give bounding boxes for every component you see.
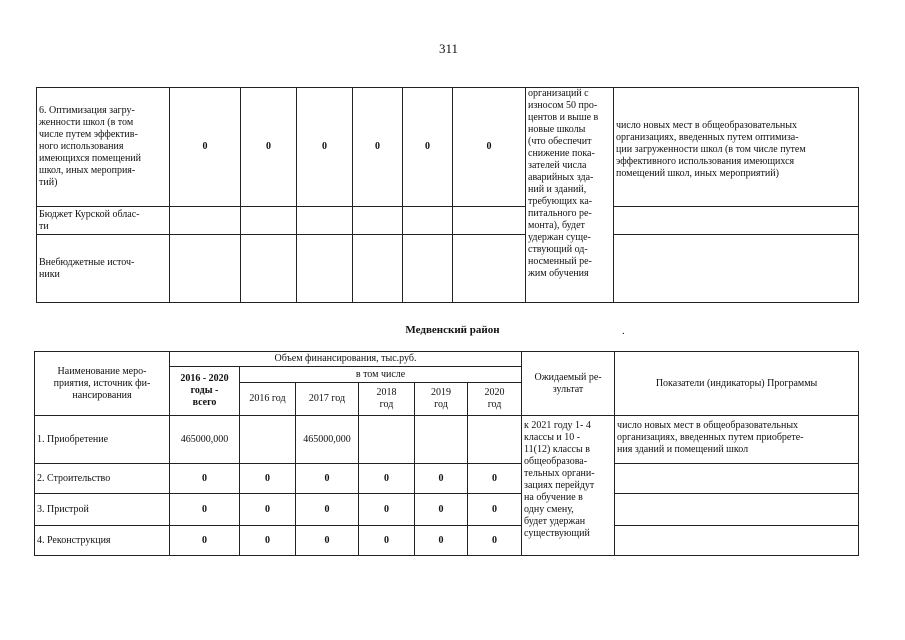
table2-cell: 0 [296,526,359,556]
table2-cell: 0 [415,464,468,494]
table1-cell: 0 [170,88,241,207]
district-title: Медвенский район [405,324,500,336]
header-year: 2017 год [296,383,359,416]
table2-cell: 0 [415,494,468,526]
table1-cell: 0 [453,88,526,207]
table2-cell: 0 [170,526,240,556]
table1-cell [241,235,297,303]
table1-cell: 0 [353,88,403,207]
table2-cell: 465000,000 [296,416,359,464]
table2-cell: 0 [415,526,468,556]
table2-cell [359,416,415,464]
table1-indicator: число новых мест в общеобразовательных организациях, введенных путем оптимиза- ции загруженности школ (в том числе путем эффективного использования имеющихся помещений школ, иных мероприятий) [614,88,859,207]
table2-cell: 0 [468,464,522,494]
table2-cell: 0 [296,464,359,494]
table1-cell [403,207,453,235]
table2-cell: 0 [170,464,240,494]
table1-indicator [614,235,859,303]
header-year: 2016 год [240,383,296,416]
table2-cell: 0 [240,494,296,526]
table2-cell: 465000,000 [170,416,240,464]
header-year: 2020 год [468,383,522,416]
table2-cell: 0 [240,526,296,556]
table2-cell: 0 [240,464,296,494]
header-year: 2019 год [415,383,468,416]
table1-cell [403,235,453,303]
table2-indicator [615,494,859,526]
table1-row-name: Внебюджетные источ- ники [37,235,170,303]
table2-cell: 0 [359,494,415,526]
table1-cell [170,207,241,235]
table2-row-name: 4. Реконструкция [35,526,170,556]
table2-row-name: 2. Строительство [35,464,170,494]
table1-expected-result: организаций с износом 50 про- центов и выше в новые школы (что обеспечит снижение пока- зателей числа аварийных зда- ний и зданий, требующих ка- питального ре- монта), будет удержан суще- ствующий од- носменный ре- жим обучения [526,88,614,303]
table1-row-name: 6. Оптимизация загру- женности школ (в том числе путем эффектив- ного использования имеющихся помещений школ, иных мероприя- тий) [37,88,170,207]
table2-cell: 0 [359,464,415,494]
page-number: 311 [439,41,459,56]
table2-cell: 0 [468,526,522,556]
table1-cell [297,235,353,303]
table1-cell: 0 [403,88,453,207]
table-medvensky [34,351,859,556]
table2-cell [240,416,296,464]
table2-cell [468,416,522,464]
table2-indicator [615,464,859,494]
table1-row-name: Бюджет Курской облас- ти [37,207,170,235]
table2-expected-result: к 2021 году 1- 4 классы и 10 - 11(12) классы в общеобразова- тельных органи- зациях перейдут на обучение в одну смену, будет удержан существующий [522,416,615,556]
table1-cell [241,207,297,235]
table1-cell [353,235,403,303]
table1-cell: 0 [241,88,297,207]
header-indicators: Показатели (индикаторы) Программы [615,352,859,416]
table2-cell: 0 [468,494,522,526]
header-including: в том числе [240,367,522,383]
table2-indicator: число новых мест в общеобразовательных организациях, введенных путем приобрете- ния зданий и помещений школ [615,416,859,464]
table1-cell [453,207,526,235]
stray-dot: . [622,325,625,337]
header-name-col: Наименование меро- приятия, источник фи- нансирования [35,352,170,416]
header-year: 2018 год [359,383,415,416]
table1-cell [453,235,526,303]
header-expected: Ожидаемый ре- зультат [522,352,615,416]
table2-cell: 0 [296,494,359,526]
table-top [36,87,859,303]
table2-indicator [615,526,859,556]
table2-row-name: 1. Приобретение [35,416,170,464]
table2-row-name: 3. Пристрой [35,494,170,526]
table1-cell [170,235,241,303]
header-funding: Объем финансирования, тыс.руб. [170,352,522,367]
table1-indicator [614,207,859,235]
table1-cell [297,207,353,235]
header-total: 2016 - 2020 годы - всего [170,367,240,416]
table1-cell [353,207,403,235]
table2-cell [415,416,468,464]
table2-cell: 0 [170,494,240,526]
table1-cell: 0 [297,88,353,207]
table2-cell: 0 [359,526,415,556]
